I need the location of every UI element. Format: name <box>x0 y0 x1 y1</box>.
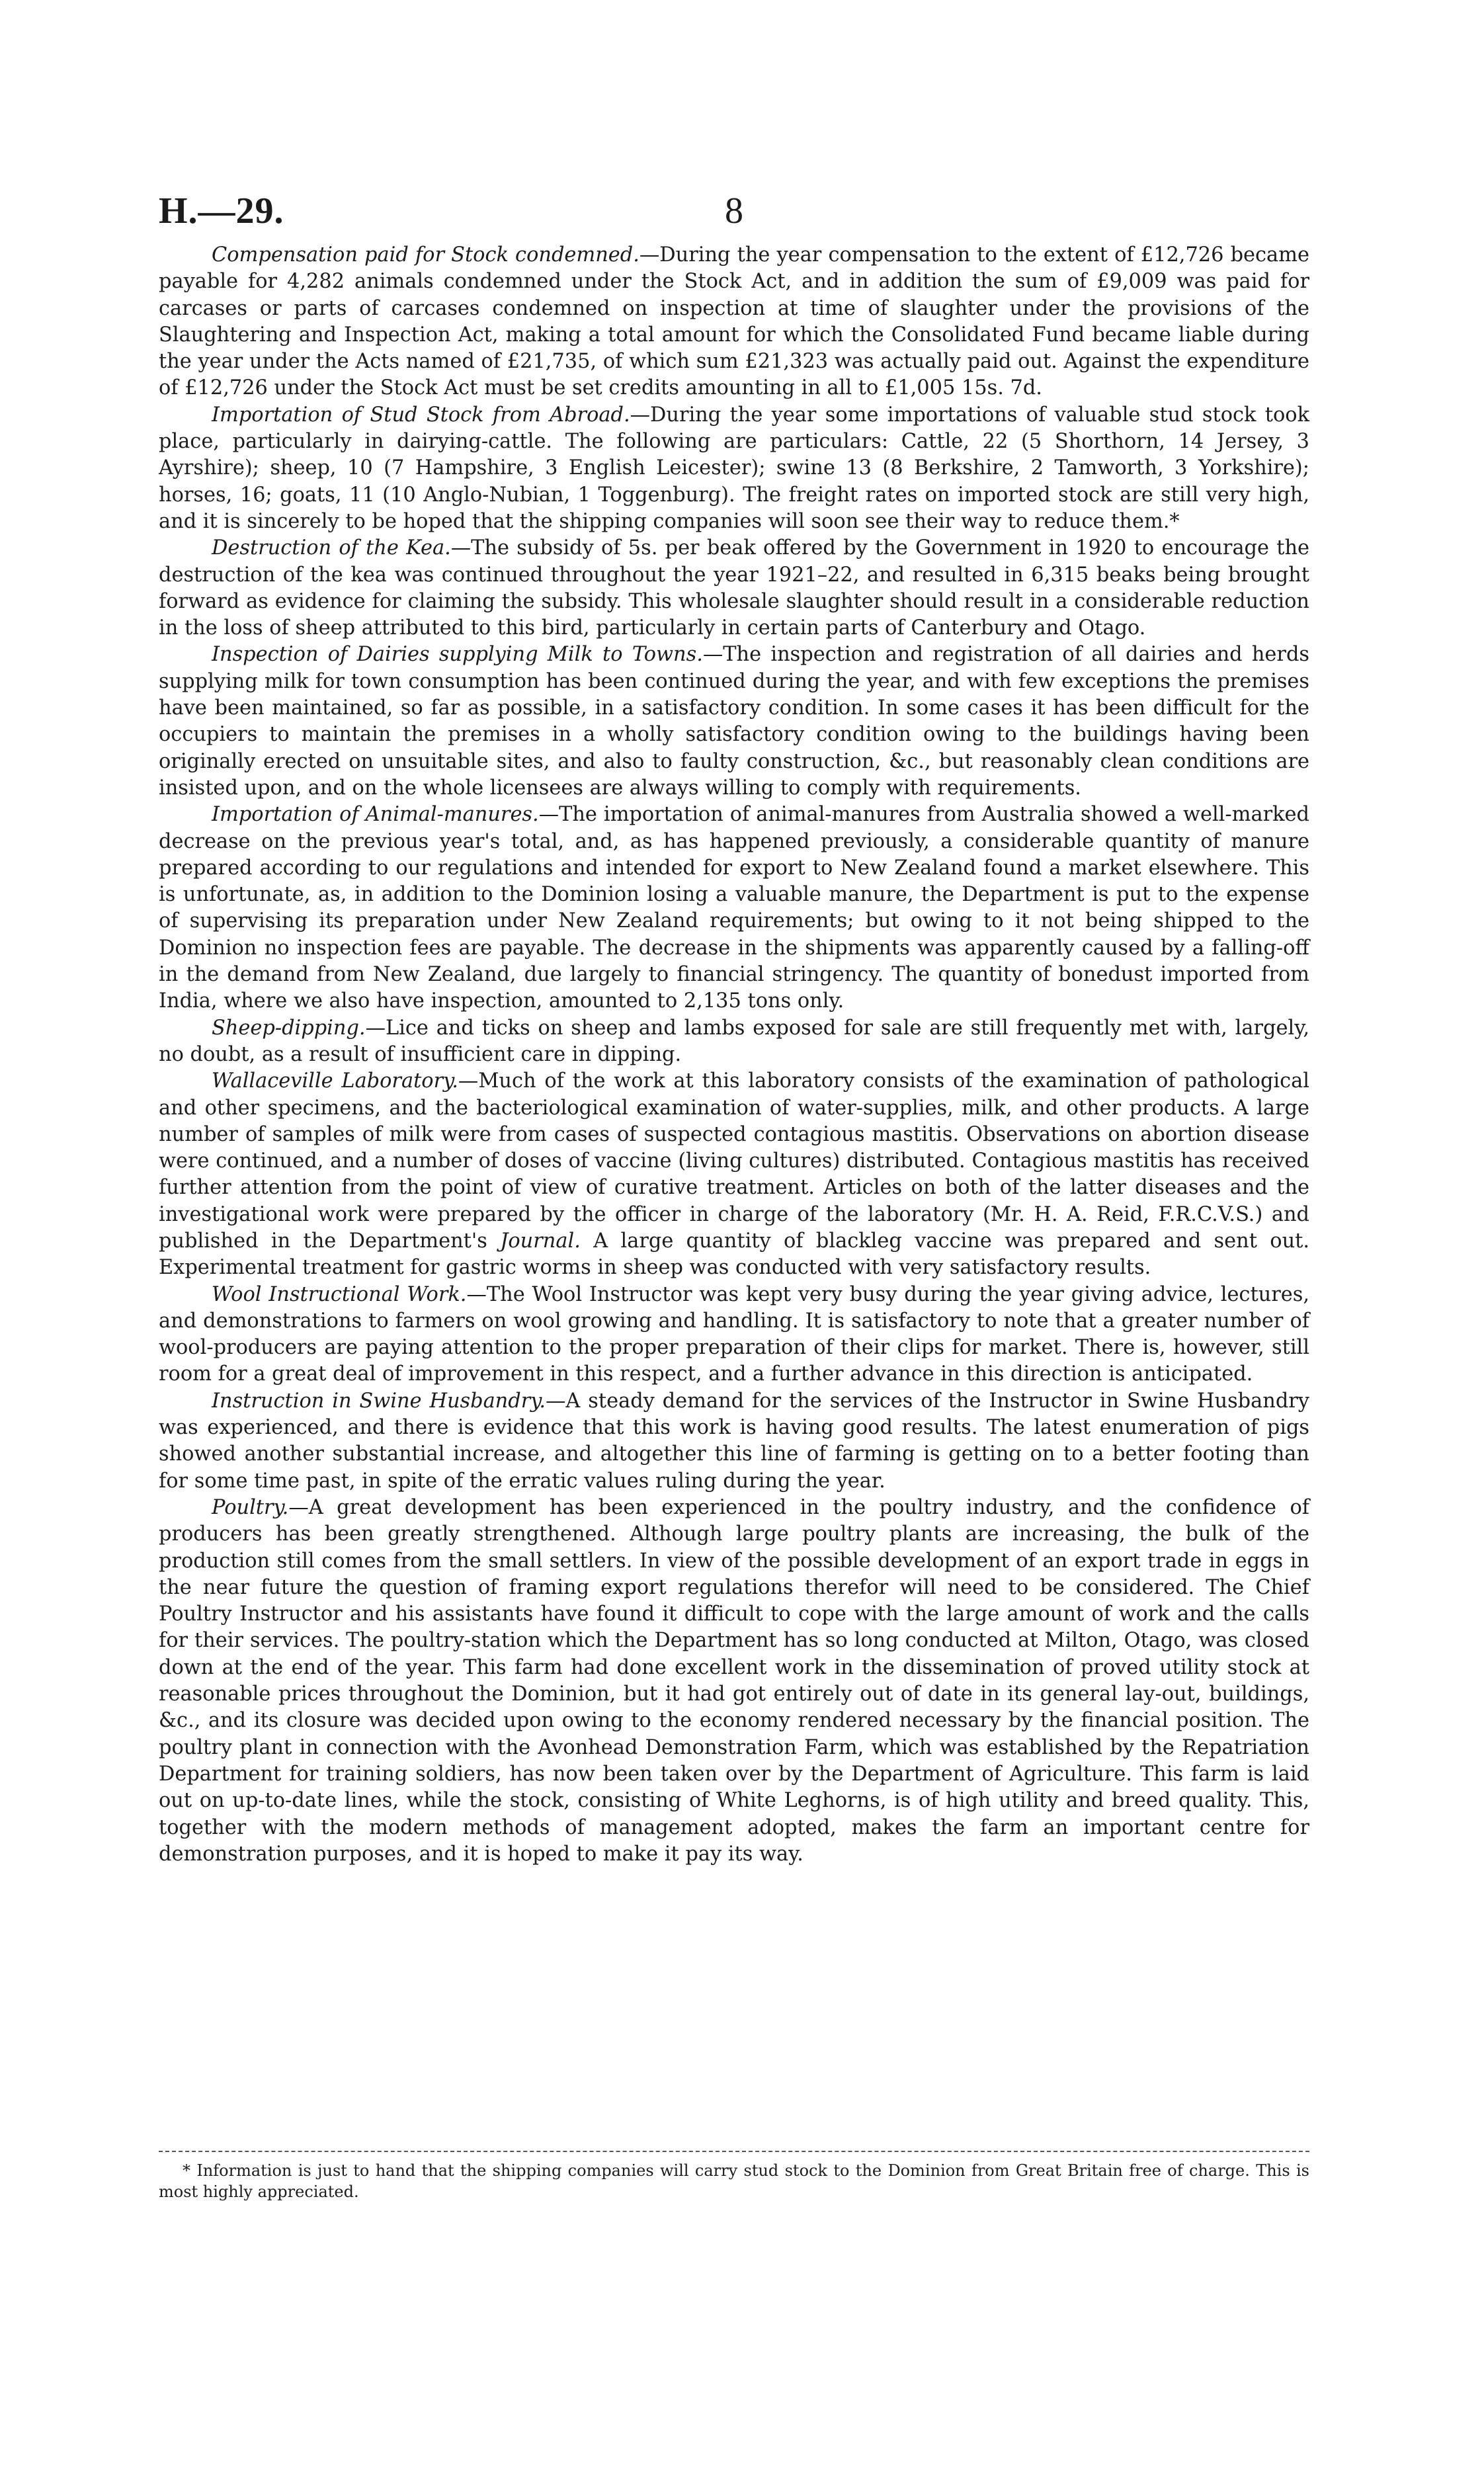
paragraph-text: —Lice and ticks on sheep and lambs exposed for sale are still frequently met with, largely, no doubt, as a result of insufficient care in dipping. <box>159 1016 1309 1066</box>
footnote-text: * Information is just to hand that the shipping companies will carry stud stock to the Dominion from Great Britain free of charge. This is most highly appreciated. <box>159 2161 1309 2201</box>
paragraph-kea <box>159 535 1309 642</box>
section-heading: Poultry. <box>212 1495 289 1519</box>
paragraph-text: —The inspection and registration of all dairies and herds supplying milk for town consumption has been continued during the year, and with few exceptions the premises have been maintained, so far as possible, in a satisfactory condition. In some cases it has been difficult for the occupiers to maintain the premises in a wholly satisfactory condition owing to the buildings having been originally erected on unsuitable sites, and also to faulty construction, &c., but reasonably clean conditions are insisted upon, and on the whole licensees are always willing to comply with requirements. <box>159 643 1309 800</box>
section-heading: Destruction of the Kea. <box>212 536 451 560</box>
paragraph-sheep-dipping <box>159 1015 1309 1069</box>
paragraph-text: —A great development has been experienced in the poultry industry, and the confidence of producers has been greatly strengthened. Although large poultry plants are increasing, the bulk of the production still comes from the small settlers. In view of the possible development of an export trade in eggs in the near future the question of framing export regulations therefor will need to be considered. The Chief Poultry Instructor and his assistants have found it difficult to cope with the large amount of work and the calls for their services. The poultry-station which the Department has so long conducted at Milton, Otago, was closed down at the end of the year. This farm had done excellent work in the dissemination of proved utility stock at reasonable prices throughout the Dominion, but it had got entirely out of date in its general lay-out, buildings, &c., and its closure was decided upon owing to the economy rendered necessary by the financial position. The poultry plant in connection with the Avonhead Demonstration Farm, which was established by the Repatriation Department for training soldiers, has now been taken over by the Department of Agriculture. This farm is laid out on up-to-date lines, while the stock, consisting of White Leghorns, is of high utility and breed quality. This, together with the modern methods of management adopted, makes the farm an important centre for demonstration purposes, and it is hoped to make it pay its way. <box>159 1495 1309 1866</box>
section-heading: Instruction in Swine Husbandry. <box>212 1389 546 1413</box>
paragraph-swine <box>159 1388 1309 1495</box>
report-reference: H.—29. <box>159 190 284 231</box>
paragraph-stud-stock <box>159 402 1309 535</box>
journal-title: Journal. <box>500 1229 581 1253</box>
section-heading: Importation of Stud Stock from Abroad. <box>212 403 630 427</box>
section-heading: Wool Instructional Work. <box>212 1282 467 1306</box>
footnote <box>159 2160 1309 2202</box>
page-header <box>159 188 1309 241</box>
footnote-divider <box>159 2151 1309 2152</box>
paragraph-wallaceville <box>159 1068 1309 1281</box>
report-body <box>159 242 1309 1868</box>
paragraph-text: —Much of the work at this laboratory consists of the examination of pathological and other specimens, and the bacteriological examination of water-supplies, milk, and other products. A large number of samples of milk were from cases of suspected contagious mastitis. Observations on abortion disease were continued, and a number of doses of vaccine (living cultures) distributed. Contagious mastitis has received further attention from the point of view of curative treatment. Articles on both of the latter diseases and the investigational work were prepared by the officer in charge of the laboratory (Mr. H. A. Reid, F.R.C.V.S.) and published in the Department's <box>159 1069 1309 1253</box>
paragraph-poultry <box>159 1495 1309 1868</box>
section-heading: Sheep-dipping. <box>212 1016 366 1040</box>
section-heading: Importation of Animal-manures. <box>212 803 539 827</box>
paragraph-wool <box>159 1282 1309 1388</box>
section-heading: Inspection of Dairies supplying Milk to Towns. <box>212 643 703 667</box>
paragraph-dairies <box>159 642 1309 802</box>
section-heading: Wallaceville Laboratory. <box>212 1069 458 1093</box>
paragraph-animal-manures <box>159 802 1309 1015</box>
paragraph-text: —The subsidy of 5s. per beak offered by the Government in 1920 to encourage the destruction of the kea was continued throughout the year 1921–22, and resulted in 6,315 beaks being brought forward as evidence for claiming the subsidy. This wholesale slaughter should result in a considerable reduction in the loss of sheep attributed to this bird, particularly in certain parts of Canterbury and Otago. <box>159 536 1310 640</box>
paragraph-text: —During the year compensation to the extent of £12,726 became payable for 4,282 animals condemned under the Stock Act, and in addition the sum of £9,009 was paid for carcases or parts of carcases condemned on inspection at time of slaughter under the provisions of the Slaughtering and Inspection Act, making a total amount for which the Consolidated Fund became liable during the year under the Acts named of £21,735, of which sum £21,323 was actually paid out. Against the expenditure of £12,726 under the Stock Act must be set credits amounting in all to £1,005 15s. 7d. <box>159 243 1309 400</box>
paragraph-text: —A steady demand for the services of the Instructor in Swine Husbandry was experienced, and there is evidence that this work is having good results. The latest enumeration of pigs showed another substantial increase, and altogether this line of farming is getting on to a better footing than for some time past, in spite of the erratic values ruling during the year. <box>159 1389 1309 1493</box>
page-number: 8 <box>725 190 743 231</box>
paragraph-text: —During the year some importations of valuable stud stock took place, particularly in dairying-cattle. The following are particulars: Cattle, 22 (5 Shorthorn, 14 Jersey, 3 Ayrshire); sheep, 10 (7 Hampshire, 3 English Leicester); swine 13 (8 Berkshire, 2 Tamworth, 3 Yorkshire); horses, 16; goats, 11 (10 Anglo-Nubian, 1 Toggenburg). The freight rates on imported stock are still very high, and it is sincerely to be hoped that the shipping companies will soon see their way to reduce them.* <box>159 403 1309 533</box>
paragraph-text: —The Wool Instructor was kept very busy during the year giving advice, lectures, and demonstrations to farmers on wool growing and handling. It is satisfactory to note that a greater number of wool-producers are paying attention to the proper preparation of their clips for market. There is, however, still room for a great deal of improvement in this respect, and a further advance in this direction is anticipated. <box>159 1282 1310 1386</box>
paragraph-text: A large quantity of blackleg vaccine was prepared and sent out. Experimental treatment for gastric worms in sheep was conducted with very satisfactory results. <box>159 1229 1310 1280</box>
paragraph-compensation <box>159 242 1309 402</box>
paragraph-text: —The importation of animal-manures from Australia showed a well-marked decrease on the previous year's total, and, as has happened previously, a considerable quantity of manure prepared according to our regulations and intended for export to New Zealand found a market elsewhere. This is unfortunate, as, in addition to the Dominion losing a valuable manure, the Department is put to the expense of supervising its preparation under New Zealand requirements; but owing to it not being shipped to the Dominion no inspection fees are payable. The decrease in the shipments was apparently caused by a falling-off in the demand from New Zealand, due largely to financial stringency. The quantity of bonedust imported from India, where we also have inspection, amounted to 2,135 tons only. <box>159 803 1309 1013</box>
section-heading: Compensation paid for Stock condemned. <box>212 243 639 267</box>
